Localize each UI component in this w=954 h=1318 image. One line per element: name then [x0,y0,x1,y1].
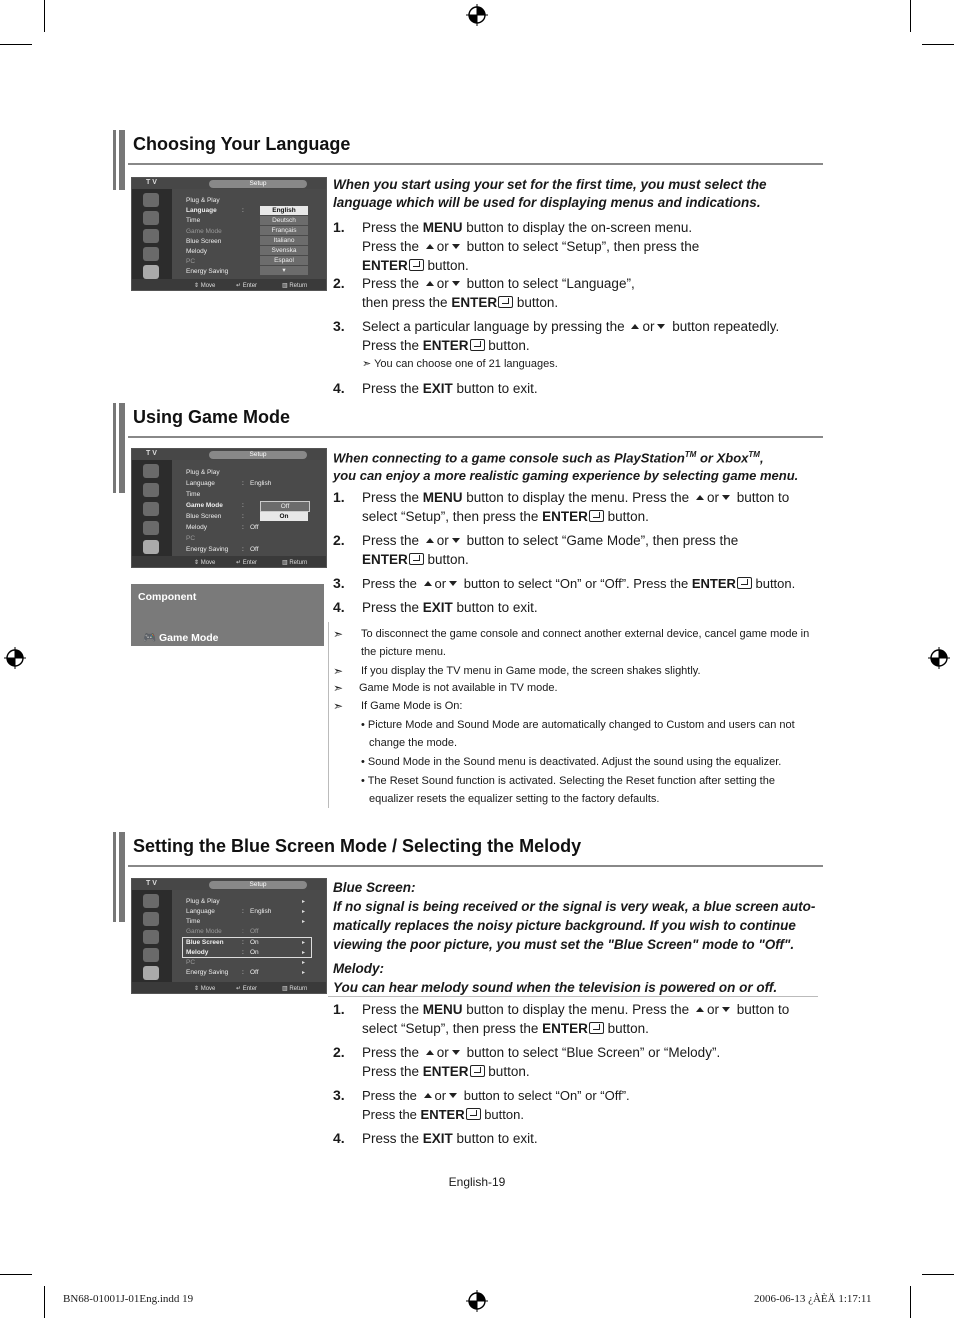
osd-tab: Setup [209,180,307,188]
osd-arrow: ▸ [302,899,306,905]
osd-colon: : [242,928,244,935]
osd-arrow: ▸ [302,970,306,976]
osd-value: On [250,949,259,956]
osd-option: On [260,512,308,521]
osd-arrow: ▸ [302,919,306,925]
picture-icon [143,894,159,908]
osd-setup-blue-screen [131,878,327,994]
osd-row: Game Mode [186,228,222,235]
osd-option: Deutsch [260,216,308,225]
registration-mark-icon [466,4,488,26]
osd-footer-return: ▥ Return [282,560,308,566]
input-icon [143,521,159,535]
up-arrow-icon [696,1007,704,1012]
osd-arrow: ▸ [302,960,306,966]
osd-footer-move: ⇕ Move [194,560,216,566]
osd-option: Italiano [260,236,308,245]
osd-footer-return: ▥ Return [282,283,308,289]
osd-colon: : [242,513,244,520]
osd-row: Blue Screen [186,939,224,946]
note-arrow-icon: ➣ [362,358,372,370]
registration-mark-icon [4,647,26,669]
language-step-4: 4. Press the EXIT button to exit. [333,380,538,396]
up-arrow-icon [696,495,704,500]
up-arrow-icon [426,1050,434,1055]
game-note-4: ➣ If Game Mode is On: [333,699,463,713]
language-step-2: 2. Press the or button to select “Language”, then press the ENTER button. [333,275,635,310]
blue-step-3: 3. Press the or button to select “On” or “Off”. Press the ENTER button. [333,1087,630,1122]
blue-step-2: 2. Press the or button to select “Blue Screen” or “Melody”. Press the ENTER button. [333,1044,721,1079]
osd-tab: Setup [209,451,307,459]
osd-value: Off [250,546,259,553]
osd-footer-enter: ↵ Enter [236,560,258,566]
channel-icon [143,930,159,944]
osd-option: Espaol [260,256,308,265]
enter-icon [470,1065,485,1077]
osd-row: Time [186,217,201,224]
game-bullet-1: • Picture Mode and Sound Mode are automatically changed to Custom and users can not change the mode. [361,719,795,749]
enter-icon [470,339,485,351]
enter-icon [498,296,513,308]
blue-step-1: 1. Press the MENU button to display the menu. Press the or button to select “Setup”, then press the ENTER button. [333,1001,790,1036]
osd-colon: : [242,939,244,946]
down-arrow-icon [722,495,730,500]
registration-mark-icon [466,1290,488,1312]
channel-icon [143,502,159,516]
enter-icon [589,1022,604,1034]
language-step-3: 3. Select a particular language by pressing the or button repeatedly. Press the ENTER button. [333,318,780,353]
osd-row: Language [186,480,215,487]
osd-row: Melody [186,524,207,531]
sound-icon [143,912,159,926]
game-bullet-2: • Sound Mode in the Sound menu is deactivated. Adjust the sound using the equalizer. [361,756,782,768]
blue-screen-intro [333,878,818,997]
down-arrow-icon [452,281,460,286]
game-step-4: 4. Press the EXIT button to exit. [333,599,538,615]
blue-screen-text: If no signal is being received or the signal is very weak, a blue screen auto-matically replaces the noisy picture background. If you wish to continue viewing the poor picture, you must set the "Blue Screen" mode to "Off". [333,899,816,952]
osd-row: Plug & Play [186,197,220,204]
osd-row: Plug & Play [186,898,220,905]
osd-tv-label: T V [146,880,157,887]
picture-icon [143,464,159,478]
osd-row: Language [186,207,217,214]
note-arrow-icon: ➣ [333,664,344,678]
section-title: Setting the Blue Screen Mode / Selecting the Melody [133,836,582,856]
osd-row: Blue Screen [186,238,222,245]
enter-icon [589,510,604,522]
up-arrow-icon [426,538,434,543]
game-note-3: ➣ Game Mode is not available in TV mode. [333,681,558,695]
osd-setup-game-mode [131,448,327,568]
osd-row: Game Mode [186,928,222,935]
osd-colon: : [242,207,244,214]
input-icon [143,247,159,261]
file-slug: BN68-01001J-01Eng.indd 19 [63,1293,194,1305]
down-arrow-icon [722,1007,730,1012]
osd-setup-language [131,177,327,291]
osd-row: Energy Saving [186,268,229,275]
note-arrow-icon: ➣ [333,699,344,713]
osd-row: Time [186,918,201,925]
osd-row: Melody [186,949,209,956]
enter-icon [409,553,424,565]
osd-tab: Setup [209,881,307,889]
component-title: Component [138,591,197,603]
input-icon [143,948,159,962]
osd-row: PC [186,535,196,542]
game-bullet-3: • The Reset Sound function is activated. Selecting the Reset function after setting the equalizer resets the equalizer setting to the factory defaults. [361,775,775,805]
registration-mark-icon [928,647,950,669]
setup-icon [143,265,159,279]
component-game-mode: 🎮 Game Mode [143,632,219,644]
osd-arrow: ▸ [302,950,306,956]
section-title: Choosing Your Language [133,134,351,154]
osd-row: Energy Saving [186,969,229,976]
osd-footer-return: ▥ Return [282,986,308,992]
crop-mark [44,0,45,32]
melody-label: Melody: [333,961,385,976]
osd-tv-label: T V [146,179,157,186]
down-arrow-icon [452,244,460,249]
down-arrow-icon [449,581,457,586]
note-arrow-icon: ➣ [333,627,344,641]
language-step-1: 1. Press the MENU button to display the on-screen menu. Press the or button to select “Setup”, then press the ENTER button. [333,219,700,273]
crop-mark [922,1274,954,1275]
game-note-2: ➣ If you display the TV menu in Game mode, the screen shakes slightly. [333,664,701,678]
osd-row: Plug & Play [186,469,220,476]
page-number: English-19 [448,1175,506,1189]
divider [328,622,329,808]
divider [328,996,818,997]
osd-footer-move: ⇕ Move [194,986,216,992]
crop-mark [44,1286,45,1318]
crop-mark [0,44,32,45]
osd-footer-enter: ↵ Enter [236,283,258,289]
down-arrow-icon [657,324,665,329]
picture-icon [143,193,159,207]
osd-colon: : [242,908,244,915]
osd-option: Off [260,501,310,512]
game-intro: When connecting to a game console such as PlayStation™ or Xbox™, you can enjoy a more realistic gaming experience by selecting game menu. [333,450,799,484]
enter-icon [466,1108,481,1120]
osd-value: English [250,908,272,915]
osd-value: Off [250,524,259,531]
down-arrow-icon [449,1093,457,1098]
osd-row: PC [186,959,196,966]
osd-arrow: ▸ [302,940,306,946]
section-header-language [113,130,823,165]
sound-icon [143,483,159,497]
blue-screen-label: Blue Screen: [333,880,416,895]
crop-mark [0,1274,32,1275]
osd-row: Blue Screen [186,513,222,520]
up-arrow-icon [424,581,432,586]
enter-icon [409,259,424,271]
component-panel [131,584,324,646]
osd-tv-label: T V [146,450,157,457]
osd-footer-enter: ↵ Enter [236,986,258,992]
osd-colon: : [242,969,244,976]
section-title: Using Game Mode [133,407,291,427]
date-slug: 2006-06-13 ¿ÀÈÄ 1:17:11 [754,1293,872,1305]
osd-value: English [250,480,272,487]
osd-value: Off [250,928,259,935]
osd-row: Energy Saving [186,546,229,553]
section-header-blue-screen [113,832,823,867]
down-arrow-icon [452,538,460,543]
osd-colon: : [242,949,244,956]
osd-footer-move: ⇕ Move [194,283,216,289]
osd-row: Game Mode [186,502,223,509]
sound-icon [143,211,159,225]
osd-row: PC [186,258,196,265]
gamepad-icon: 🎮 [143,632,157,644]
melody-text: You can hear melody sound when the television is powered on or off. [333,980,778,995]
osd-colon: : [242,480,244,487]
note-arrow-icon: ➣ [333,681,344,695]
osd-option: Français [260,226,308,235]
down-arrow-icon [452,1050,460,1055]
game-step-2: 2. Press the or button to select “Game Mode”, then press the ENTER button. [333,532,739,567]
blue-step-4: 4. Press the EXIT button to exit. [333,1130,538,1146]
osd-scroll-down: ▾ [260,266,308,275]
enter-icon [737,577,752,589]
crop-mark [910,1286,911,1318]
language-intro: When you start using your set for the first time, you must select the language which will be used for displaying menus and indications. [333,177,767,210]
osd-row: Time [186,491,201,498]
osd-option: English [260,206,308,215]
osd-colon: : [242,524,244,531]
game-step-3: 3. Press the or button to select “On” or “Off”. Press the ENTER button. [333,575,796,591]
up-arrow-icon [424,1093,432,1098]
channel-icon [143,229,159,243]
setup-icon [143,966,159,980]
osd-value: On [250,939,259,946]
up-arrow-icon [426,281,434,286]
up-arrow-icon [631,324,639,329]
game-note-1: ➣ To disconnect the game console and connect another external device, cancel game mode in the picture menu. [333,627,810,658]
language-note: ➣ You can choose one of 21 languages. [362,358,558,370]
osd-option: Svenska [260,246,308,255]
crop-mark [910,0,911,32]
setup-icon [143,540,159,554]
osd-row: Language [186,908,215,915]
osd-arrow: ▸ [302,909,306,915]
crop-mark [922,44,954,45]
game-step-1: 1. Press the MENU button to display the menu. Press the or button to select “Setup”, then press the ENTER button. [333,489,790,524]
osd-value: Off [250,969,259,976]
osd-colon: : [242,502,244,509]
section-header-game-mode [113,403,823,438]
osd-row: Melody [186,248,207,255]
osd-colon: : [242,546,244,553]
up-arrow-icon [426,244,434,249]
